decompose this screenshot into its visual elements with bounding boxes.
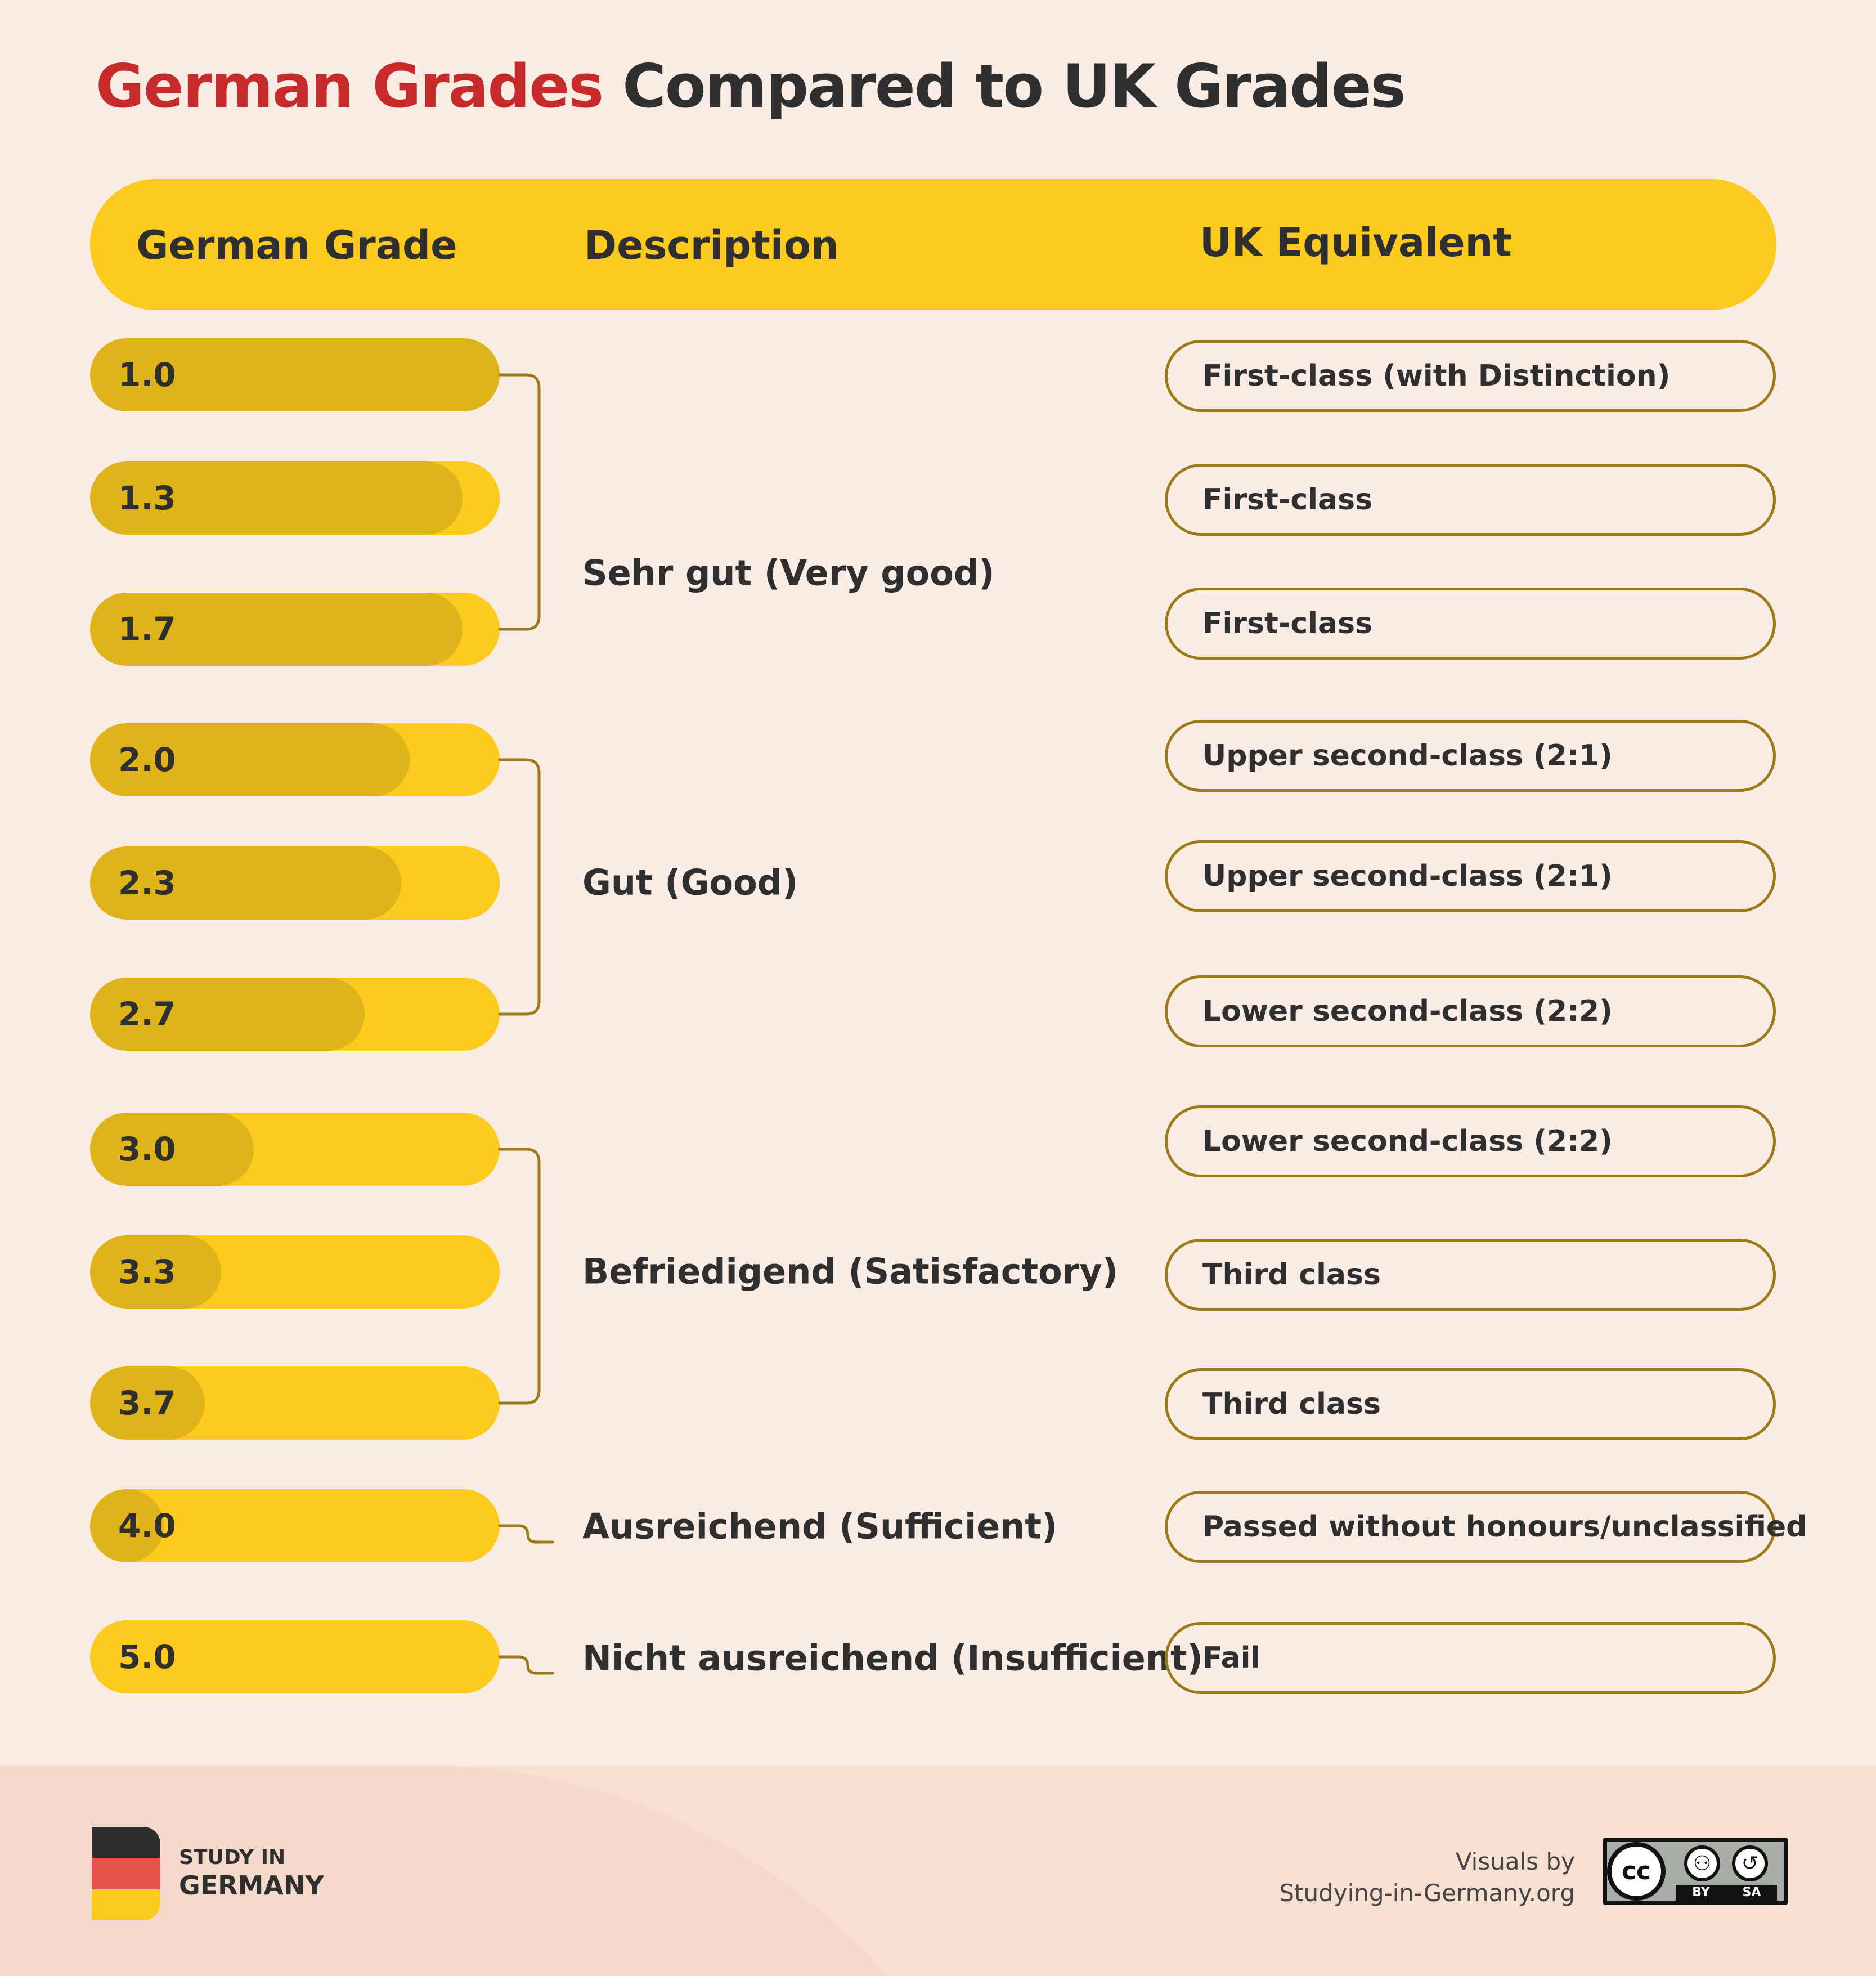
uk-equivalent-label: Lower second-class (2:2) — [1202, 994, 1613, 1028]
connector-ausreichend — [500, 1526, 553, 1542]
uk-equivalent-label: Third class — [1202, 1258, 1381, 1292]
uk-equivalent-label: First-class (with Distinction) — [1202, 359, 1671, 393]
header-german-grade: German Grade — [136, 222, 457, 268]
title-rest: Compared to UK Grades — [622, 52, 1405, 121]
uk-equivalent-label: Fail — [1202, 1641, 1261, 1675]
uk-equivalent-label: Lower second-class (2:2) — [1202, 1124, 1613, 1158]
logo-line-2: GERMANY — [179, 1870, 324, 1901]
credit — [1279, 1846, 1575, 1909]
uk-equivalent-box — [1165, 1239, 1776, 1311]
bracket-gut — [500, 760, 539, 1014]
description-gut: Gut (Good) — [582, 862, 798, 903]
attribution-person-icon: ⚇ — [1684, 1845, 1720, 1881]
flag-stripe-red — [92, 1858, 160, 1889]
description-sehr-gut: Sehr gut (Very good) — [582, 552, 995, 594]
cc-icon: cc — [1607, 1842, 1666, 1901]
license-sa-label: SA — [1726, 1885, 1777, 1901]
grade-value: 2.0 — [118, 741, 176, 779]
grade-value: 2.7 — [118, 995, 176, 1033]
grade-value: 3.0 — [118, 1130, 176, 1168]
license-by-label: BY — [1676, 1885, 1726, 1901]
header-uk-equivalent: UK Equivalent — [1200, 219, 1512, 266]
grade-value: 1.3 — [118, 479, 176, 517]
logo-line-1: STUDY IN — [179, 1846, 286, 1869]
uk-equivalent-label: Upper second-class (2:1) — [1202, 739, 1613, 773]
flag-stripe-black — [92, 1827, 160, 1858]
uk-equivalent-box — [1165, 720, 1776, 792]
bracket-befriedigend — [500, 1149, 539, 1403]
uk-equivalent-box — [1165, 840, 1776, 912]
uk-equivalent-box — [1165, 1622, 1776, 1694]
uk-equivalent-label: First-class — [1202, 607, 1373, 640]
share-alike-icon: ↺ — [1732, 1845, 1768, 1881]
grade-value: 5.0 — [118, 1638, 176, 1676]
uk-equivalent-box — [1165, 975, 1776, 1047]
credit-line-1: Visuals by — [1455, 1848, 1575, 1875]
uk-equivalent-box — [1165, 340, 1776, 412]
grade-value: 4.0 — [118, 1507, 176, 1545]
credit-line-2: Studying-in-Germany.org — [1279, 1879, 1575, 1907]
uk-equivalent-box — [1165, 1105, 1776, 1177]
connector-nicht-ausreichend — [500, 1657, 553, 1673]
cc-license-badge — [1603, 1838, 1788, 1905]
description-ausreichend: Ausreichend (Sufficient) — [582, 1505, 1058, 1547]
header-description: Description — [584, 222, 839, 268]
grade-value: 1.7 — [118, 610, 176, 648]
grade-value: 2.3 — [118, 864, 176, 902]
uk-equivalent-box — [1165, 464, 1776, 536]
uk-equivalent-box — [1165, 1491, 1807, 1563]
uk-equivalent-box — [1165, 1368, 1776, 1440]
uk-equivalent-label: Upper second-class (2:1) — [1202, 859, 1613, 893]
uk-equivalent-box — [1165, 588, 1776, 660]
uk-equivalent-label: Passed without honours/unclassified — [1202, 1510, 1807, 1544]
uk-equivalent-label: First-class — [1202, 483, 1373, 517]
grade-value: 3.3 — [118, 1253, 176, 1291]
uk-equivalent-label: Third class — [1202, 1387, 1381, 1421]
bracket-sehr-gut — [500, 375, 539, 629]
title-highlight: German Grades — [96, 52, 603, 121]
description-nicht-ausreichend: Nicht ausreichend (Insufficient) — [582, 1637, 1203, 1679]
grade-value: 3.7 — [118, 1384, 176, 1422]
germany-flag-icon — [92, 1827, 160, 1920]
study-in-germany-logo — [179, 1846, 324, 1901]
grade-value: 1.0 — [118, 356, 176, 394]
description-befriedigend: Befriedigend (Satisfactory) — [582, 1251, 1119, 1292]
flag-stripe-gold — [92, 1889, 160, 1920]
